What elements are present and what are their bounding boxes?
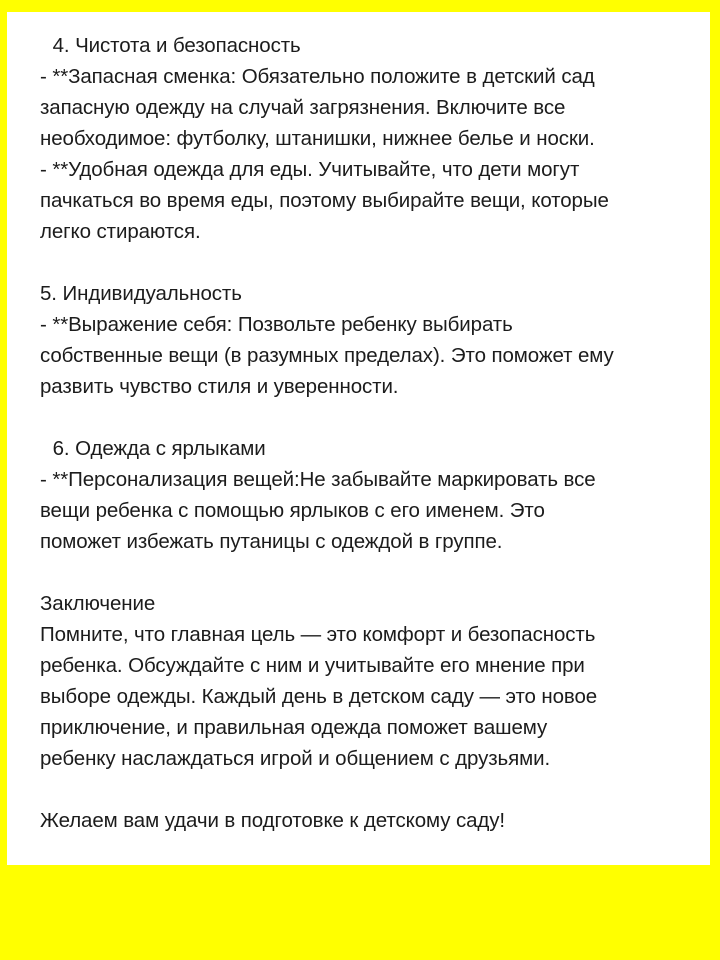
text-line: Желаем вам удачи в подготовке к детскому саду! — [40, 809, 506, 832]
text-line: - **Запасная сменка: Обязательно положите в детский сад — [40, 65, 595, 88]
text-line-blank — [40, 557, 700, 588]
text-line: поможет избежать путаницы с одеждой в группе. — [40, 530, 503, 553]
text-line: - **Выражение себя: Позвольте ребенку выбирать — [40, 313, 513, 336]
text-line: 5. Индивидуальность — [40, 282, 242, 305]
text-line: легко стираются. — [40, 220, 201, 243]
text-line: 4. Чистота и безопасность — [47, 34, 301, 57]
text-line: развить чувство стиля и уверенности. — [40, 375, 399, 398]
text-line-blank — [40, 247, 700, 278]
text-line: Заключение — [40, 592, 156, 615]
text-line: Помните, что главная цель — это комфорт и безопасность — [40, 623, 596, 646]
document-text-body — [40, 30, 700, 836]
text-line: 6. Одежда с ярлыками — [47, 437, 266, 460]
text-line: вещи ребенка с помощью ярлыков с его именем. Это — [40, 499, 545, 522]
content-card — [7, 12, 710, 865]
text-line-blank — [40, 774, 700, 805]
text-line: ребенку наслаждаться игрой и общением с друзьями. — [40, 747, 551, 770]
text-line: пачкаться во время еды, поэтому выбирайте вещи, которые — [40, 189, 609, 212]
text-line: запасную одежду на случай загрязнения. Включите все — [40, 96, 566, 119]
text-line: собственные вещи (в разумных пределах). Это поможет ему — [40, 344, 614, 367]
text-line: необходимое: футболку, штанишки, нижнее белье и носки. — [40, 127, 595, 150]
text-line: выборе одежды. Каждый день в детском саду — это новое — [40, 685, 598, 708]
text-line: приключение, и правильная одежда поможет вашему — [40, 716, 548, 739]
text-line: - **Удобная одежда для еды. Учитывайте, что дети могут — [40, 158, 580, 181]
text-line-blank — [40, 402, 700, 433]
text-line: ребенка. Обсуждайте с ним и учитывайте его мнение при — [40, 654, 585, 677]
text-line: - **Персонализация вещей:Не забывайте маркировать все — [40, 468, 596, 491]
